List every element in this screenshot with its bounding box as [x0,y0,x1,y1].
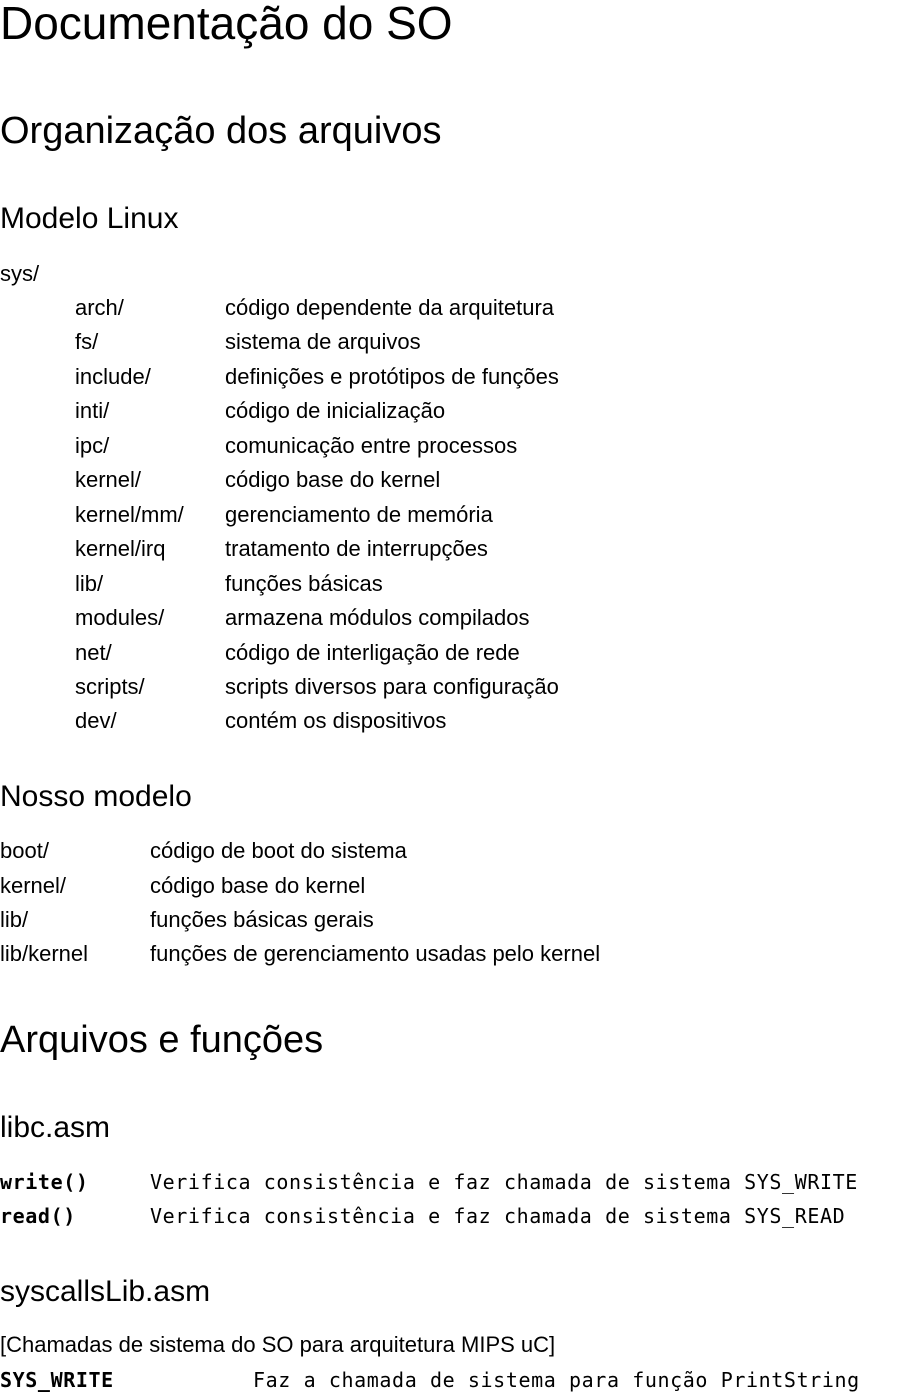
dir-description: scripts diversos para configuração [225,674,559,699]
dir-description: tratamento de interrupções [225,536,488,561]
linux-root-dir: sys/ [0,261,40,286]
dir-description: funções de gerenciamento usadas pelo kernel [150,941,601,966]
dir-name: lib/ [75,571,104,596]
dir-description: código de inicialização [225,398,446,423]
dir-name: include/ [75,364,151,389]
dir-name: lib/kernel [0,941,89,966]
dir-description: comunicação entre processos [225,433,518,458]
dir-description: código base do kernel [225,467,441,492]
heading-syscallslib-asm: syscallsLib.asm [0,1275,211,1308]
dir-name: scripts/ [75,674,145,699]
dir-name: kernel/ [75,467,142,492]
dir-name: kernel/ [0,873,67,898]
dir-description: funções básicas gerais [150,907,374,932]
dir-name: net/ [75,640,112,665]
dir-name: kernel/irq [75,536,166,561]
dir-description: funções básicas [225,571,383,596]
dir-name: boot/ [0,838,49,863]
heading-libc-asm: libc.asm [0,1111,111,1144]
heading-arquivos-funcoes: Arquivos e funções [0,1019,324,1061]
function-name: read() [0,1204,76,1228]
function-description: Verifica consistência e faz chamada de sistema SYS_WRITE [150,1170,858,1194]
dir-name: dev/ [75,708,117,733]
dir-name: arch/ [75,295,124,320]
dir-name: kernel/mm/ [75,502,184,527]
dir-name: modules/ [75,605,165,630]
dir-description: definições e protótipos de funções [225,364,559,389]
dir-name: inti/ [75,398,110,423]
dir-description: código dependente da arquitetura [225,295,555,320]
dir-description: gerenciamento de memória [225,502,493,527]
syscall-name: SYS_WRITE [0,1368,114,1392]
page-title: Documentação do SO [0,0,453,49]
dir-description: código base do kernel [150,873,366,898]
dir-name: ipc/ [75,433,110,458]
function-name: write() [0,1170,89,1194]
dir-description: código de interligação de rede [225,640,520,665]
syscall-description: Faz a chamada de sistema para função PrintString [253,1368,860,1392]
heading-modelo-linux: Modelo Linux [0,202,179,235]
dir-description: contém os dispositivos [225,708,447,733]
dir-description: armazena módulos compilados [225,605,530,630]
dir-description: sistema de arquivos [225,329,421,354]
syscalls-note: [Chamadas de sistema do SO para arquitetura MIPS uC] [0,1332,556,1357]
dir-name: lib/ [0,907,29,932]
function-description: Verifica consistência e faz chamada de sistema SYS_READ [150,1204,846,1228]
heading-nosso-modelo: Nosso modelo [0,780,192,813]
dir-name: fs/ [75,329,99,354]
heading-organizacao: Organização dos arquivos [0,110,442,152]
dir-description: código de boot do sistema [150,838,407,863]
